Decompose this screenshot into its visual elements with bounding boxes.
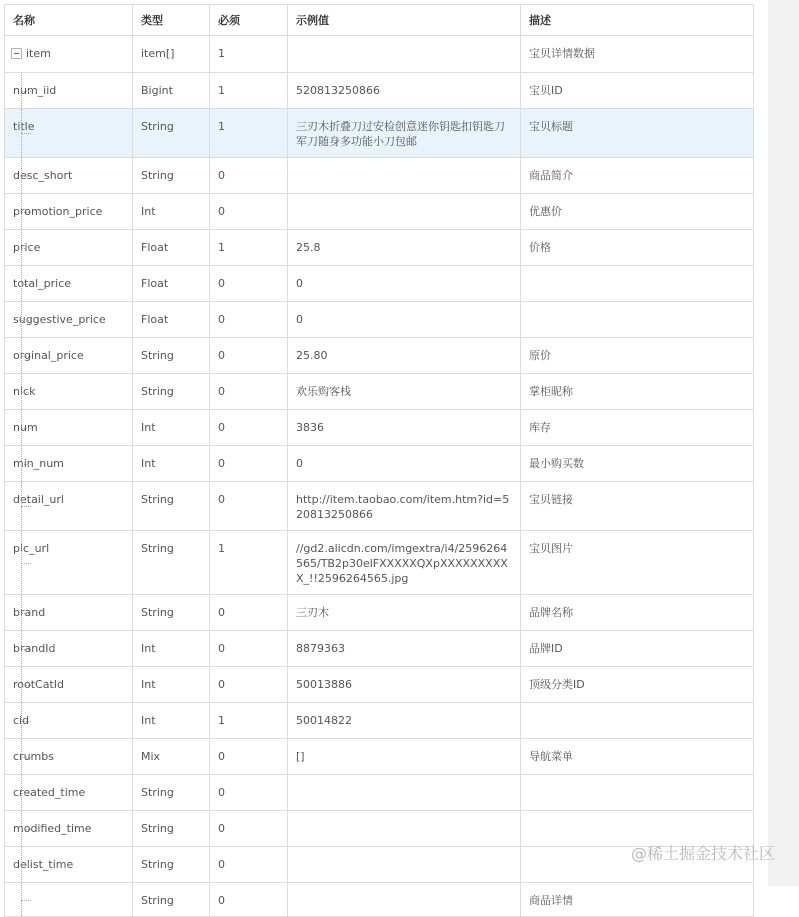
tree-branch — [21, 865, 31, 866]
field-name: rootCatId — [13, 678, 65, 691]
field-example-cell: 25.80 — [288, 338, 521, 374]
field-example-cell — [288, 775, 521, 811]
field-name-cell — [5, 847, 133, 883]
field-description-cell — [521, 703, 754, 739]
field-required-cell: 0 — [210, 446, 288, 482]
field-type-cell: Bigint — [133, 73, 210, 109]
field-required-cell: 0 — [210, 595, 288, 631]
tree-branch — [21, 829, 31, 830]
field-example-cell — [288, 811, 521, 847]
column-header-name[interactable]: 名称 — [5, 5, 133, 36]
field-description-cell: 优惠价 — [521, 194, 754, 230]
field-required-cell: 0 — [210, 631, 288, 667]
field-name: crumbs — [13, 750, 54, 763]
table-row[interactable] — [5, 410, 754, 446]
tree-branch — [21, 176, 31, 177]
tree-branch — [21, 900, 31, 901]
field-description-cell: 品牌ID — [521, 631, 754, 667]
field-description-cell: 宝贝标题 — [521, 109, 754, 158]
field-description-cell: 顶级分类ID — [521, 667, 754, 703]
field-type-cell: String — [133, 109, 210, 158]
table-row[interactable] — [5, 374, 754, 410]
field-name: title — [13, 120, 35, 133]
column-header-required[interactable]: 必须 — [210, 5, 288, 36]
vertical-scrollbar[interactable] — [768, 0, 799, 886]
field-type-cell: String — [133, 158, 210, 194]
field-example-cell: 0 — [288, 266, 521, 302]
field-type-cell: String — [133, 811, 210, 847]
field-required-cell: 0 — [210, 194, 288, 230]
field-name: detail_url — [13, 493, 64, 506]
table-row[interactable] — [5, 667, 754, 703]
collapse-toggle-icon[interactable] — [11, 48, 22, 59]
field-name-cell — [5, 739, 133, 775]
field-name: promotion_price — [13, 205, 103, 218]
field-example-cell — [288, 883, 521, 917]
tree-branch — [21, 613, 31, 614]
field-example-cell: http://item.taobao.com/item.htm?id=520813250866 — [288, 482, 521, 531]
table-row[interactable] — [5, 883, 754, 917]
field-type-cell: Float — [133, 266, 210, 302]
field-name: brandId — [13, 642, 56, 655]
field-description-cell: 价格 — [521, 230, 754, 266]
field-description-cell: 商品简介 — [521, 158, 754, 194]
tree-branch — [21, 248, 31, 249]
column-header-example[interactable]: 示例值 — [288, 5, 521, 36]
field-description-cell: 库存 — [521, 410, 754, 446]
table-header-row — [5, 5, 754, 36]
table-row[interactable] — [5, 531, 754, 595]
field-required-cell: 1 — [210, 73, 288, 109]
field-name: created_time — [13, 786, 86, 799]
field-name: orginal_price — [13, 349, 84, 362]
field-required-cell: 0 — [210, 883, 288, 917]
field-description-cell: 导航菜单 — [521, 739, 754, 775]
field-example-cell: 三刃木 — [288, 595, 521, 631]
field-type-cell: Float — [133, 302, 210, 338]
tree-branch — [21, 428, 31, 429]
field-description-cell: 最小购买数 — [521, 446, 754, 482]
tree-branch — [21, 721, 31, 722]
table-row[interactable] — [5, 194, 754, 230]
field-name-cell — [5, 109, 133, 158]
tree-branch — [21, 284, 31, 285]
field-name-cell — [5, 482, 133, 531]
tree-branch — [21, 464, 31, 465]
tree-branch — [21, 392, 31, 393]
field-name-cell — [5, 667, 133, 703]
field-example-cell: 8879363 — [288, 631, 521, 667]
field-name: num — [13, 421, 38, 434]
table-row[interactable] — [5, 446, 754, 482]
field-name-cell — [5, 36, 133, 73]
field-name-cell — [5, 374, 133, 410]
field-name: min_num — [13, 457, 64, 470]
field-name-cell — [5, 158, 133, 194]
field-name: nick — [13, 385, 36, 398]
field-description-cell: 宝贝详情数据 — [521, 36, 754, 73]
field-name: item — [26, 47, 51, 60]
field-example-cell — [288, 194, 521, 230]
field-type-cell: Float — [133, 230, 210, 266]
tree-branch — [21, 649, 31, 650]
field-example-cell: 50013886 — [288, 667, 521, 703]
field-example-cell: 3836 — [288, 410, 521, 446]
field-name-cell — [5, 531, 133, 595]
tree-branch — [21, 133, 31, 134]
field-required-cell: 0 — [210, 482, 288, 531]
field-example-cell: //gd2.alicdn.com/imgextra/i4/2596264565/TB2p30elFXXXXXQXpXXXXXXXXXX_!!2596264565.jpg — [288, 531, 521, 595]
table-row[interactable] — [5, 73, 754, 109]
field-name-cell — [5, 631, 133, 667]
field-type-cell: Int — [133, 446, 210, 482]
field-required-cell: 0 — [210, 847, 288, 883]
field-type-cell: Mix — [133, 739, 210, 775]
watermark: @稀土掘金技术社区 — [630, 844, 775, 863]
field-required-cell: 1 — [210, 109, 288, 158]
table-row[interactable] — [5, 482, 754, 531]
field-required-cell: 1 — [210, 531, 288, 595]
tree-branch — [21, 793, 31, 794]
tree-branch — [21, 91, 31, 92]
field-name: total_price — [13, 277, 72, 290]
tree-branch — [21, 757, 31, 758]
field-type-cell: String — [133, 847, 210, 883]
field-name: suggestive_price — [13, 313, 106, 326]
tree-branch — [21, 506, 31, 507]
field-required-cell: 0 — [210, 667, 288, 703]
field-name-cell — [5, 775, 133, 811]
field-required-cell: 0 — [210, 266, 288, 302]
field-name-cell — [5, 410, 133, 446]
field-name-cell — [5, 595, 133, 631]
field-type-cell: String — [133, 775, 210, 811]
field-name-cell — [5, 194, 133, 230]
table-row[interactable] — [5, 703, 754, 739]
table-row[interactable] — [5, 595, 754, 631]
field-example-cell: [] — [288, 739, 521, 775]
field-type-cell: String — [133, 595, 210, 631]
field-example-cell — [288, 158, 521, 194]
table-row[interactable] — [5, 158, 754, 194]
field-example-cell: 520813250866 — [288, 73, 521, 109]
field-example-cell: 0 — [288, 302, 521, 338]
table-row[interactable] — [5, 302, 754, 338]
field-name-cell — [5, 338, 133, 374]
field-description-cell — [521, 302, 754, 338]
table-row[interactable] — [5, 230, 754, 266]
field-name-cell — [5, 266, 133, 302]
table-row[interactable] — [5, 775, 754, 811]
column-header-description[interactable]: 描述 — [521, 5, 754, 36]
field-type-cell: item[] — [133, 36, 210, 73]
field-description-cell: 掌柜昵称 — [521, 374, 754, 410]
field-name: delist_time — [13, 858, 74, 871]
field-example-cell: 25.8 — [288, 230, 521, 266]
field-required-cell: 0 — [210, 811, 288, 847]
field-required-cell: 0 — [210, 158, 288, 194]
table-row[interactable] — [5, 36, 754, 73]
api-fields-table — [4, 4, 754, 917]
tree-branch — [21, 685, 31, 686]
field-description-cell: 原价 — [521, 338, 754, 374]
field-required-cell: 0 — [210, 410, 288, 446]
field-type-cell: Int — [133, 410, 210, 446]
field-type-cell: String — [133, 338, 210, 374]
field-name-cell — [5, 811, 133, 847]
table-row[interactable] — [5, 739, 754, 775]
field-name: brand — [13, 606, 46, 619]
field-description-cell: 宝贝链接 — [521, 482, 754, 531]
table-row[interactable] — [5, 338, 754, 374]
tree-branch — [21, 212, 31, 213]
field-name: pic_url — [13, 542, 50, 555]
field-type-cell: Int — [133, 194, 210, 230]
field-required-cell: 1 — [210, 36, 288, 73]
field-description-cell: 商品详情 — [521, 883, 754, 917]
table-row[interactable] — [5, 109, 754, 158]
field-example-cell: 50014822 — [288, 703, 521, 739]
column-header-type[interactable]: 类型 — [133, 5, 210, 36]
field-description-cell: 宝贝图片 — [521, 531, 754, 595]
field-required-cell: 1 — [210, 230, 288, 266]
field-name-cell — [5, 73, 133, 109]
field-description-cell — [521, 775, 754, 811]
tree-branch — [21, 320, 31, 321]
field-example-cell: 欢乐购客栈 — [288, 374, 521, 410]
field-type-cell: String — [133, 883, 210, 917]
field-description-cell: 品牌名称 — [521, 595, 754, 631]
field-description-cell: 宝贝ID — [521, 73, 754, 109]
table-row[interactable] — [5, 266, 754, 302]
field-name: price — [13, 241, 41, 254]
field-type-cell: Int — [133, 631, 210, 667]
field-example-cell: 三刃木折叠刀过安检创意迷你钥匙扣钥匙刀军刀随身多功能小刀包邮 — [288, 109, 521, 158]
field-name-cell — [5, 703, 133, 739]
field-type-cell: Int — [133, 703, 210, 739]
field-type-cell: Int — [133, 667, 210, 703]
table-row[interactable] — [5, 631, 754, 667]
field-name: modified_time — [13, 822, 92, 835]
field-required-cell: 0 — [210, 302, 288, 338]
field-description-cell — [521, 266, 754, 302]
field-example-cell — [288, 36, 521, 73]
field-name-cell — [5, 302, 133, 338]
tree-branch — [21, 356, 31, 357]
field-name-cell — [5, 883, 133, 917]
field-required-cell: 1 — [210, 703, 288, 739]
field-required-cell: 0 — [210, 775, 288, 811]
field-name: cid — [13, 714, 30, 727]
field-type-cell: String — [133, 482, 210, 531]
field-name-cell — [5, 446, 133, 482]
field-required-cell: 0 — [210, 338, 288, 374]
field-type-cell: String — [133, 531, 210, 595]
field-type-cell: String — [133, 374, 210, 410]
field-name: num_iid — [13, 84, 57, 97]
field-required-cell: 0 — [210, 374, 288, 410]
tree-branch — [21, 563, 31, 564]
field-required-cell: 0 — [210, 739, 288, 775]
field-example-cell: 0 — [288, 446, 521, 482]
field-name-cell — [5, 230, 133, 266]
field-name: desc_short — [13, 169, 73, 182]
field-example-cell — [288, 847, 521, 883]
